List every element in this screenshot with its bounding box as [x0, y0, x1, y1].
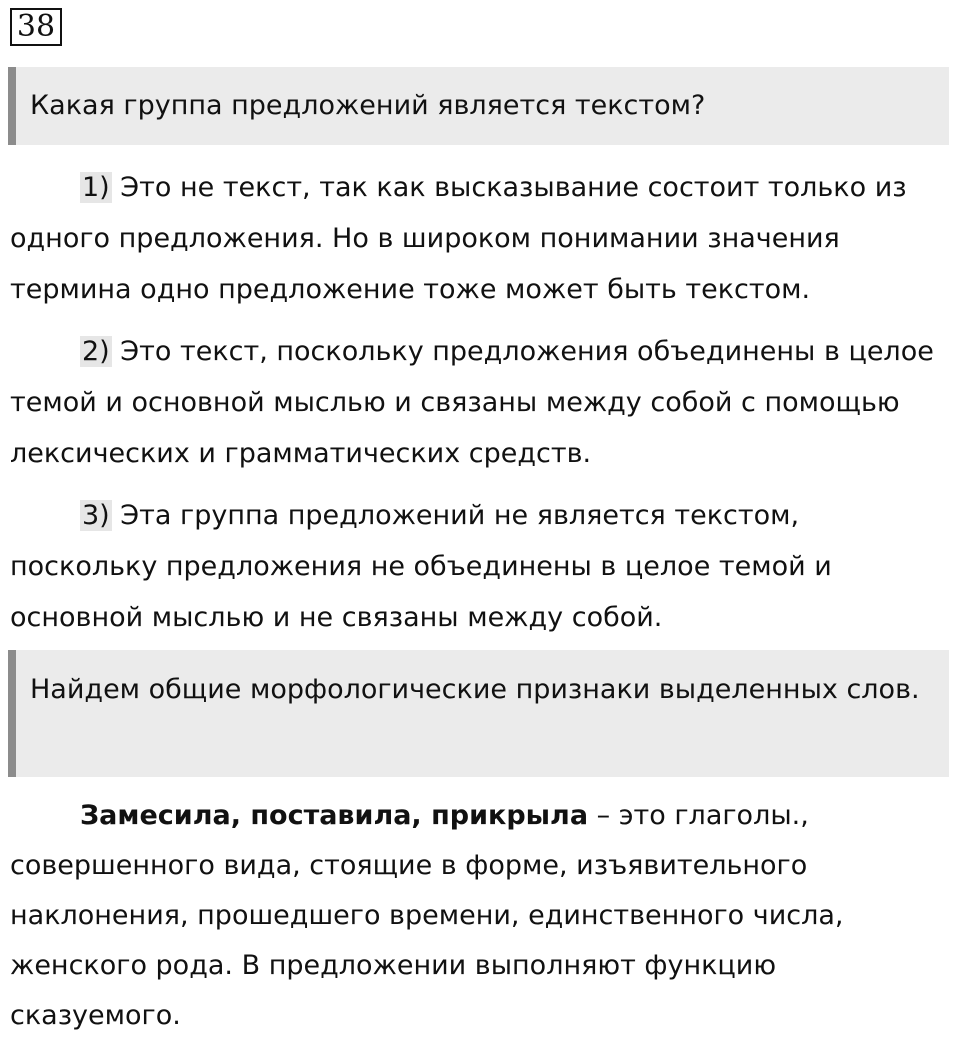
answer-3-number: 3)	[82, 500, 110, 531]
answer-2-number: 2)	[82, 336, 110, 367]
answer-3-text: Эта группа предложений не является текстом, поскольку предложения не объединены в целое темой и основной мыслью и не связаны между собой.	[10, 500, 832, 633]
question-1-text: Какая группа предложений является текстом?	[30, 90, 706, 121]
question-box-2	[8, 650, 949, 777]
explanation-text: – это глаголы., совершенного вида, стоящие в форме, изъявительного наклонения, прошедшего времени, единственного числа, женского рода. В предложении выполняют функцию сказуемого.	[10, 800, 844, 1031]
explanation-bold-words: Замесила, поставила, прикрыла	[80, 800, 589, 831]
question-box-1	[8, 67, 949, 145]
exercise-number: 38	[10, 8, 62, 46]
explanation-paragraph	[10, 791, 954, 1041]
answer-1	[10, 162, 954, 315]
question-2-text: Найдем общие морфологические признаки выделенных слов.	[30, 674, 920, 705]
answer-2	[10, 326, 954, 479]
answer-1-text: Это не текст, так как высказывание состоит только из одного предложения. Но в широком понимании значения термина одно предложение тоже может быть текстом.	[10, 172, 907, 305]
answer-1-number: 1)	[82, 172, 110, 203]
answer-3	[10, 490, 954, 643]
answer-2-text: Это текст, поскольку предложения объединены в целое темой и основной мыслью и связаны между собой с помощью лексических и грамматических средств.	[10, 336, 934, 469]
